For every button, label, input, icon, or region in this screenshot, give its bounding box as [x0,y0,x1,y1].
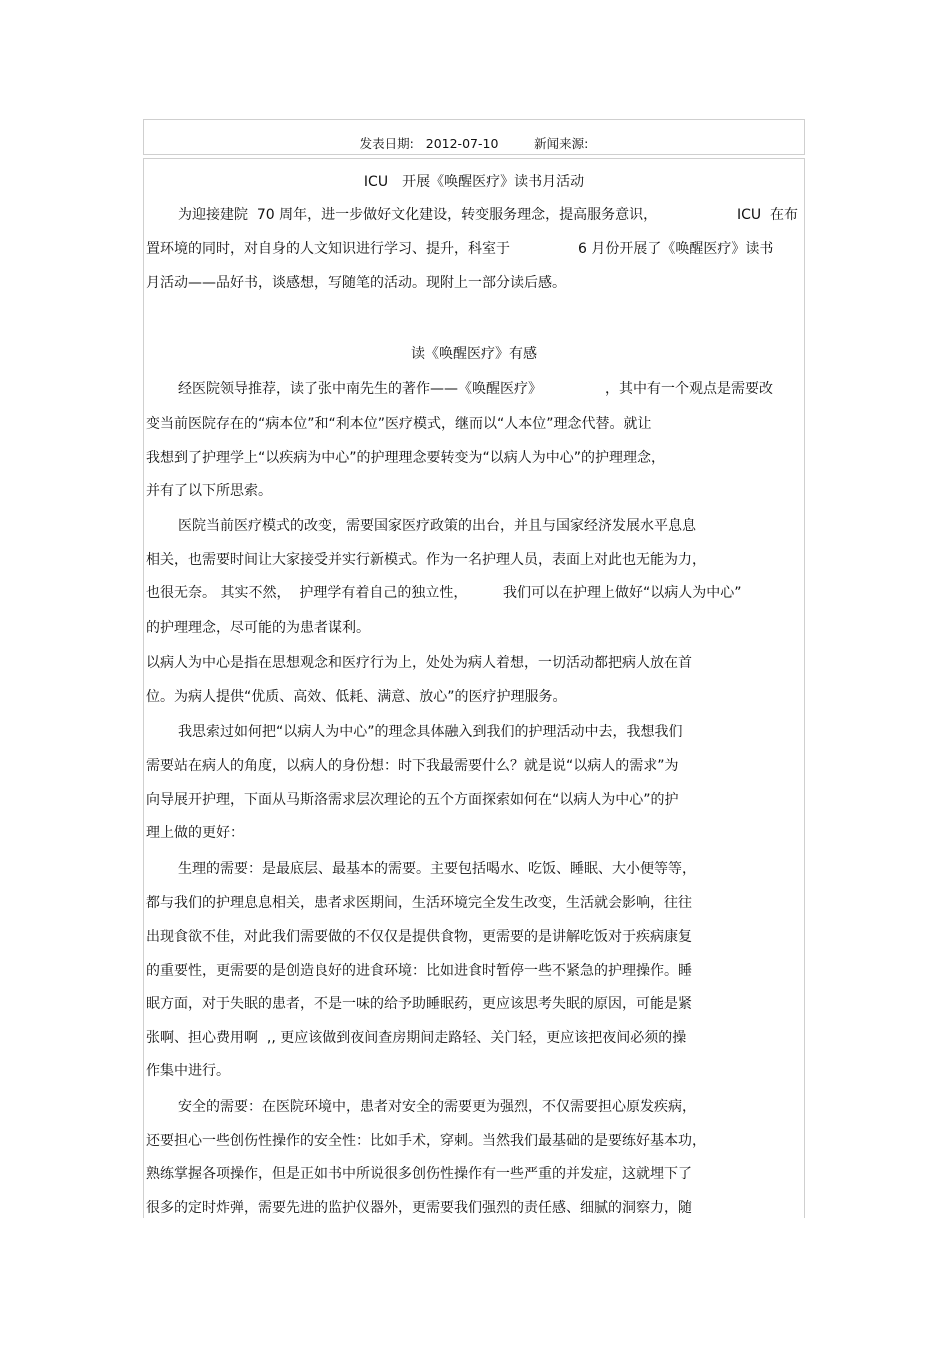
body-line: 向导展开护理，下面从马斯洛需求层次理论的五个方面探索如何在“以病人为中心”的护 [146,792,679,808]
body-line: 我思索过如何把“以病人为中心”的理念具体融入到我们的护理活动中去，我想我们 [178,724,683,740]
publish-date-value: 2012-07-10 [425,136,499,151]
body-line: 安全的需要：在医院环境中，患者对安全的需要更为强烈，不仅需要担心原发疾病， [178,1099,696,1115]
article-title: ICU 开展《唤醒医疗》读书月活动 [363,174,585,190]
body-line: 相关，也需要时间让大家接受并实行新模式。作为一名护理人员，表面上对此也无能为力， [146,552,706,568]
publish-date-label: 发表日期: [359,136,414,151]
intro-line-3: 月活动——品好书，谈感想，写随笔的活动。现附上一部分读后感。 [146,275,566,291]
body-line: 的护理理念，尽可能的为患者谋利。 [146,620,370,636]
body-line: 还要担心一些创伤性操作的安全性：比如手术，穿刺。当然我们最基础的是要练好基本功， [146,1133,706,1149]
body-line: 眠方面，对于失眠的患者，不是一味的给予助睡眠药，更应该思考失眠的原因，可能是紧 [146,996,692,1012]
intro-line-2-end: 6 月份开展了《唤醒医疗》读书 [578,241,774,257]
body-line: 医院当前医疗模式的改变，需要国家医疗政策的出台，并且与国家经济发展水平息息 [178,518,696,534]
body-line: 我想到了护理学上“以疾病为中心”的护理理念要转变为“以病人为中心”的护理理念， [146,450,666,466]
body-line: 需要站在病人的角度，以病人的身份想：时下我最需要什么？就是说“以病人的需求”为 [146,758,679,774]
body-line: 作集中进行。 [146,1063,230,1079]
article-meta [144,134,804,152]
body-line: 变当前医院存在的“病本位”和“利本位”医疗模式，继而以“人本位”理念代替。就让 [146,416,652,432]
body-line: 理上做的更好： [146,825,244,841]
body-line: 并有了以下所思索。 [146,483,272,499]
body-line: 张啊、担心费用啊 ,, 更应该做到夜间查房期间走路轻、关门轻，更应该把夜间必须的操 [146,1030,687,1046]
body-line: 我们可以在护理上做好“以病人为中心” [503,585,742,601]
intro-line-2: 置环境的同时，对自身的人文知识进行学习、提升，科室于 [146,241,510,257]
body-line: 都与我们的护理息息相关，患者求医期间，生活环境完全发生改变，生活就会影响，往往 [146,895,692,911]
body-line: 经医院领导推荐，读了张中南先生的著作——《唤醒医疗》 [178,381,542,397]
body-line: 以病人为中心是指在思想观念和医疗行为上，处处为病人着想，一切活动都把病人放在首 [146,655,692,671]
intro-line-1: 为迎接建院 70 周年，进一步做好文化建设，转变服务理念，提高服务意识， [178,207,658,223]
body-line: 出现食欲不佳，对此我们需要做的不仅仅是提供食物，更需要的是讲解吃饭对于疾病康复 [146,929,692,945]
body-line: 也很无奈。 其实不然， 护理学有着自己的独立性， [146,585,468,601]
news-source-label: 新闻来源: [534,136,589,151]
article-meta-bar [143,119,805,155]
body-line: 很多的定时炸弹，需要先进的监护仪器外，更需要我们强烈的责任感、细腻的洞察力，随 [146,1200,692,1216]
article-body-frame [143,158,805,1218]
intro-line-1-end: ICU 在布 [737,207,799,223]
body-line: ，其中有一个观点是需要改 [605,381,773,397]
body-line: 位。为病人提供“优质、高效、低耗、满意、放心”的医疗护理服务。 [146,689,567,705]
essay-subtitle: 读《唤醒医疗》有感 [411,346,537,362]
body-line: 生理的需要：是最底层、最基本的需要。主要包括喝水、吃饭、睡眠、大小便等等， [178,861,696,877]
body-line: 熟练掌握各项操作，但是正如书中所说很多创伤性操作有一些严重的并发症，这就埋下了 [146,1166,692,1182]
body-line: 的重要性，更需要的是创造良好的进食环境：比如进食时暂停一些不紧急的护理操作。睡 [146,963,692,979]
